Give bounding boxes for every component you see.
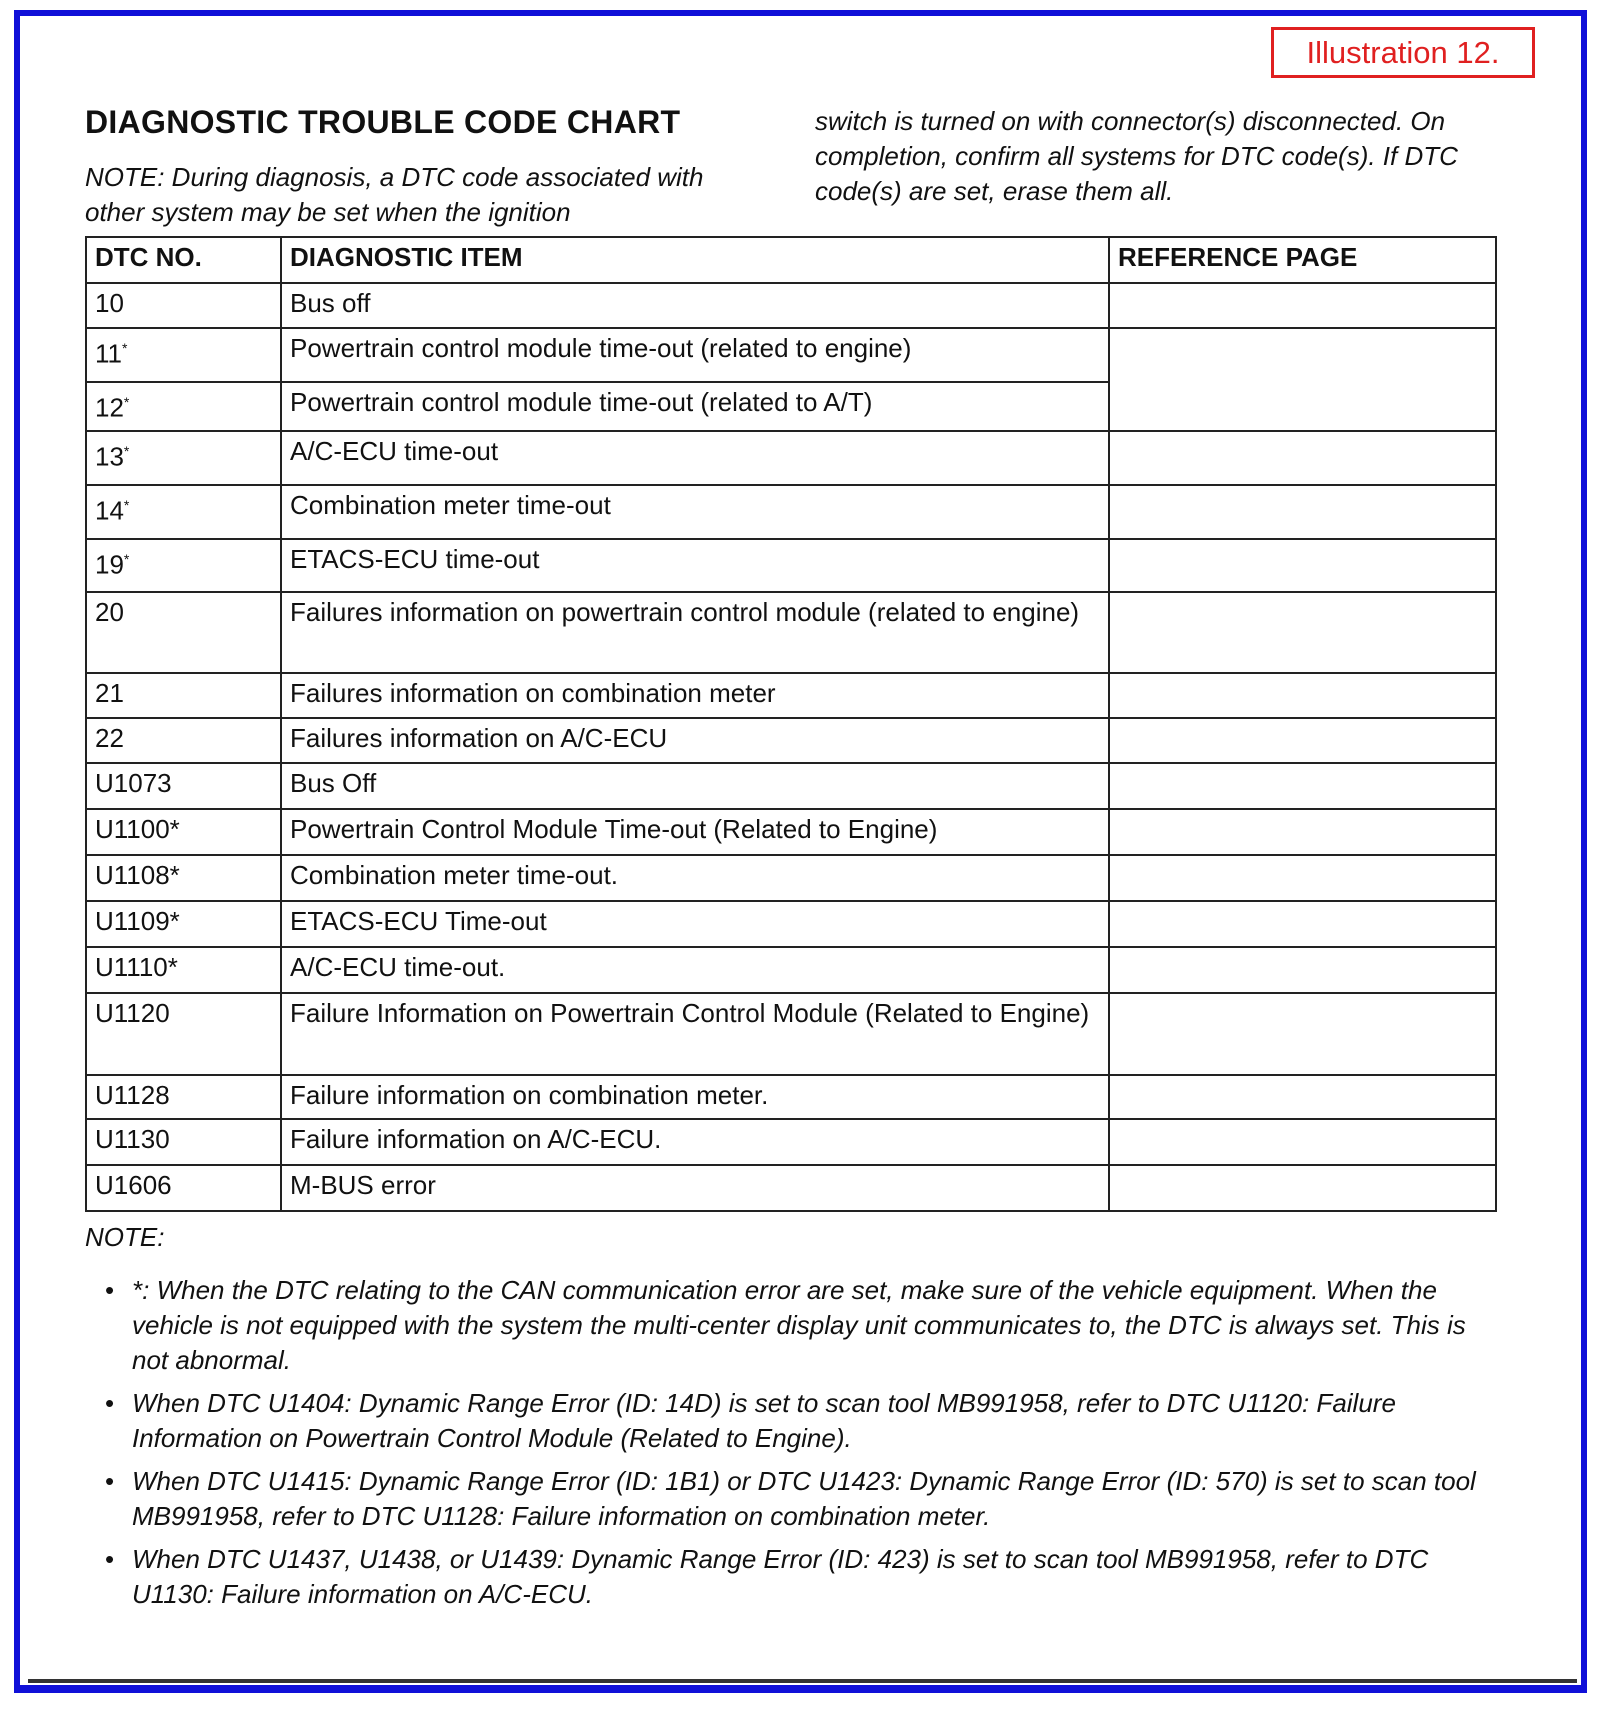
dtc-code-text: 10 [95,288,124,318]
footnote-mark: * [122,340,128,356]
footnote-mark: * [123,551,130,567]
intro-note-right: switch is turned on with connector(s) disconnected. On completion, confirm all systems for DTC code(s). If DTC code(s) are set, erase them all. [815,106,1458,206]
reference-page [1109,328,1496,431]
reference-page [1109,947,1496,993]
table-row [86,485,1496,539]
table-row [86,763,1496,809]
dtc-code-text: U1110* [95,952,178,982]
dtc-code-text: 14 [95,495,124,526]
table-row [86,539,1496,592]
dtc-table [85,236,1497,1212]
note-item: • *: When the DTC relating to the CAN communication error are set, make sure of the vehicle equipment. When the vehicle is not equipped with the system the multi-center display unit communicates to, the DTC is always set. This is not abnormal. [85,1273,1505,1378]
dtc-code [86,485,281,539]
diagnostic-item: A/C-ECU time-out [281,431,1109,485]
reference-page [1109,763,1496,809]
table-row [86,1075,1496,1119]
dtc-code [86,328,281,382]
dtc-code-text: 21 [95,678,124,708]
table-row [86,1119,1496,1165]
reference-page [1109,1119,1496,1165]
dtc-code-text: U1073 [95,768,172,798]
dtc-code-text: 22 [95,723,124,753]
diagnostic-item: M-BUS error [281,1165,1109,1211]
dtc-code [86,763,281,809]
notes-section [85,1220,1505,1620]
dtc-code [86,947,281,993]
dtc-code-text: U1100* [95,814,180,844]
dtc-code [86,901,281,947]
dtc-code-text: 20 [95,597,124,627]
table-row [86,592,1496,673]
diagnostic-item: Powertrain Control Module Time-out (Related to Engine) [281,809,1109,855]
note-item: • When DTC U1437, U1438, or U1439: Dynamic Range Error (ID: 423) is set to scan tool MB991958, refer to DTC U1130: Failure information on A/C-ECU. [85,1542,1505,1612]
note-item: • When DTC U1415: Dynamic Range Error (ID: 1B1) or DTC U1423: Dynamic Range Error (ID: 570) is set to scan tool MB991958, refer to DTC U1128: Failure information on combination meter. [85,1464,1505,1534]
dtc-code [86,382,281,431]
reference-page [1109,431,1496,485]
table-row [86,673,1496,718]
note-item: • When DTC U1404: Dynamic Range Error (ID: 14D) is set to scan tool MB991958, refer to DTC U1120: Failure Information on Powertrain Control Module (Related to Engine). [85,1386,1505,1456]
reference-page [1109,283,1496,328]
reference-page [1109,539,1496,592]
illustration-label: Illustration 12. [1271,27,1535,78]
dtc-code [86,1165,281,1211]
dtc-code [86,855,281,901]
reference-page [1109,1165,1496,1211]
footnote-mark: * [123,394,130,410]
reference-page [1109,901,1496,947]
dtc-code [86,539,281,592]
dtc-code [86,592,281,673]
diagnostic-item: ETACS-ECU Time-out [281,901,1109,947]
table-row [86,431,1496,485]
reference-page [1109,809,1496,855]
dtc-code-text: U1606 [95,1170,172,1200]
dtc-code [86,1119,281,1165]
dtc-code [86,431,281,485]
header-diagnostic-item: DIAGNOSTIC ITEM [281,237,1109,283]
dtc-code [86,673,281,718]
table-row [86,283,1496,328]
table-row [86,855,1496,901]
dtc-code-text: U1130 [95,1124,170,1154]
diagnostic-item: ETACS-ECU time-out [281,539,1109,592]
diagnostic-item: Failures information on powertrain control module (related to engine) [281,592,1109,673]
table-row [86,993,1496,1075]
dtc-code [86,993,281,1075]
dtc-code [86,1075,281,1119]
page-title: DIAGNOSTIC TROUBLE CODE CHART [85,104,681,140]
reference-page [1109,1075,1496,1119]
diagnostic-item: Bus off [281,283,1109,328]
table-row [86,1165,1496,1211]
diagnostic-item: Failures information on A/C-ECU [281,718,1109,763]
dtc-code-text: 13 [95,441,124,472]
diagnostic-item: Powertrain control module time-out (related to engine) [281,328,1109,382]
reference-page [1109,718,1496,763]
table-row [86,901,1496,947]
dtc-code-text: U1108* [95,860,180,890]
header-reference-page: REFERENCE PAGE [1109,237,1496,283]
reference-page [1109,485,1496,539]
table-row [86,718,1496,763]
diagnostic-item: Failure Information on Powertrain Control Module (Related to Engine) [281,993,1109,1075]
diagnostic-item: Failure information on A/C-ECU. [281,1119,1109,1165]
dtc-code-text: U1128 [95,1080,170,1110]
diagnostic-item: Combination meter time-out [281,485,1109,539]
dtc-code-text: U1120 [95,998,170,1028]
reference-page [1109,673,1496,718]
reference-page [1109,855,1496,901]
table-row [86,947,1496,993]
notes-heading: NOTE: [85,1222,165,1252]
diagnostic-item: Failures information on combination meter [281,673,1109,718]
diagnostic-item: Bus Off [281,763,1109,809]
dtc-code-text: 11 [95,338,122,369]
diagnostic-item: A/C-ECU time-out. [281,947,1109,993]
table-row [86,809,1496,855]
reference-page [1109,993,1496,1075]
dtc-code [86,718,281,763]
dtc-code [86,809,281,855]
diagnostic-item: Failure information on combination meter. [281,1075,1109,1119]
header-dtc-no: DTC NO. [86,237,281,283]
intro-note-left: NOTE: During diagnosis, a DTC code associated with other system may be set when the ignition [85,162,704,227]
diagnostic-item: Powertrain control module time-out (related to A/T) [281,382,1109,431]
dtc-code-text: U1109* [95,906,180,936]
footnote-mark: * [123,443,130,459]
diagnostic-item: Combination meter time-out. [281,855,1109,901]
dtc-code-text: 12 [95,392,124,423]
footnote-mark: * [123,497,130,513]
dtc-code [86,283,281,328]
reference-page [1109,592,1496,673]
table-row [86,328,1496,382]
dtc-code-text: 19 [95,549,124,580]
